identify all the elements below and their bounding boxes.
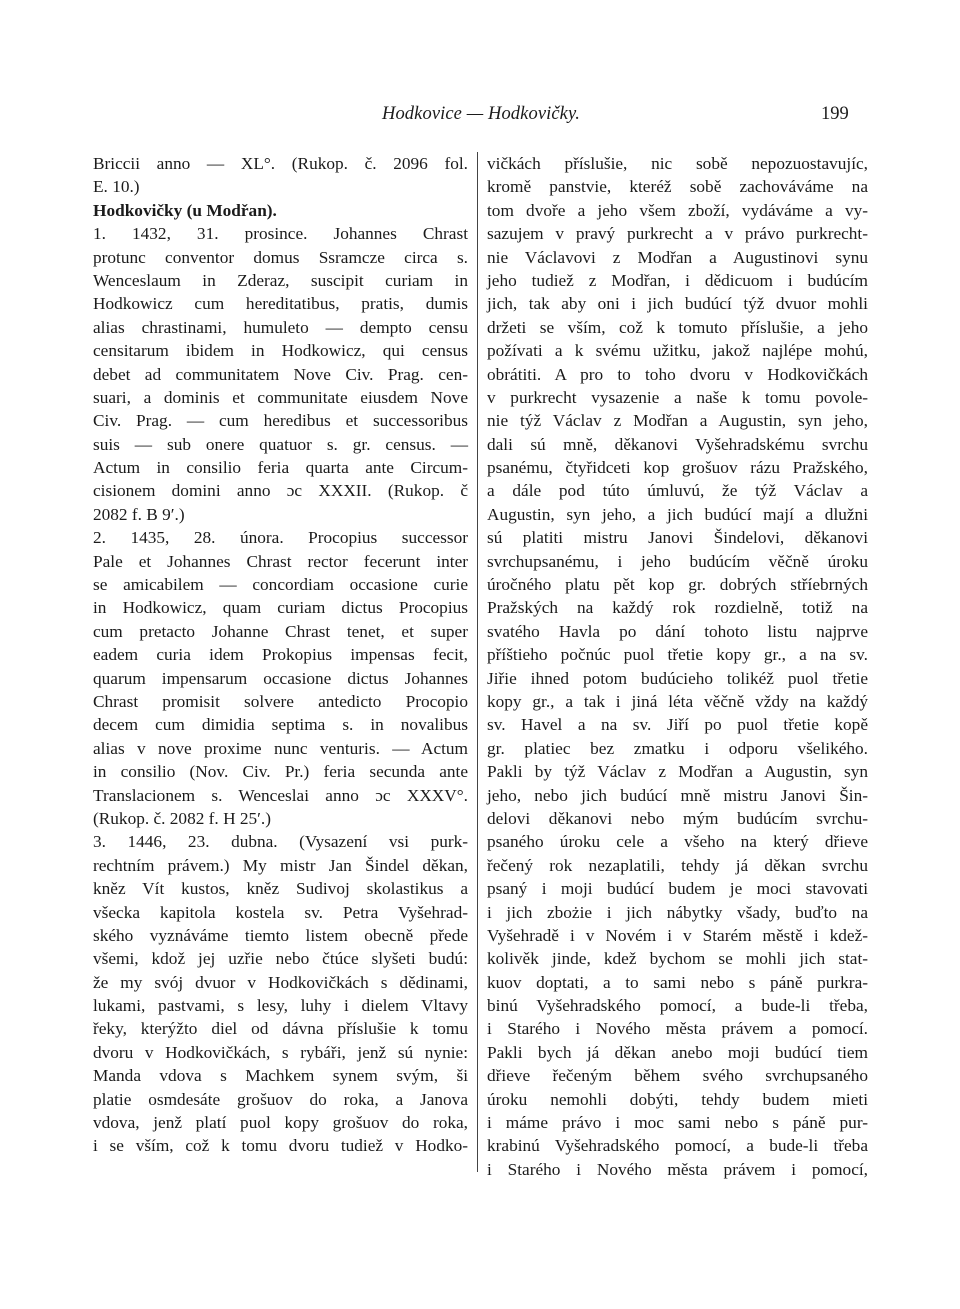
text-line: požívati a k svému užitku, jakož najlépe mohú,	[487, 341, 868, 361]
text-line: i máme právo i moc sami nebo s páně pur-	[487, 1113, 868, 1133]
text-line: vičkách příslušie, nic sobě nepozuostavujíc,	[487, 154, 868, 173]
text-line: Jiřie ihned potom budúcieho tolikéž puol třetie	[487, 668, 868, 688]
text-line: dvoru v Hodkovičkách, s rybáři, jenž sú nynie:	[93, 1042, 468, 1062]
text-line: cum pretacto Johanne Chrast tenet, et super	[93, 621, 468, 641]
text-line: 2. 1435, 28. února. Procopius successor	[93, 528, 468, 548]
text-line: krabinú Vyšehradského pomocí, a bude-li třeba	[487, 1136, 868, 1156]
text-line: i se vším, což k tomu dvoru tudiež v Hodko-	[93, 1136, 468, 1156]
text-line: svatého Havla po dání tohoto listu najprve	[487, 621, 868, 641]
text-line: dali sú mně, děkanovi Vyšehradskému svrchu	[487, 434, 868, 454]
text-line: sazujem v pravý purkrecht a v právo purkrecht-	[487, 224, 868, 244]
text-line: i Starého i Nového města právem i pomocí,	[487, 1159, 868, 1179]
text-line: Augustin, syn jeho, a jich budúcí mají a dlužni	[487, 504, 868, 524]
text-line: psaný i moji budúcí budem je moci stavovati	[487, 879, 868, 899]
text-line: tom dvoře a jeho všem zboží, vydáváme a vy-	[487, 200, 868, 220]
text-line: binú Vyšehradského pomocí, a bude-li třeba,	[487, 996, 868, 1016]
text-line: Pale et Johannes Chrast rector fecerunt inter	[93, 551, 468, 571]
text-line: eadem curia idem Prokopius impensas fecit,	[93, 645, 468, 665]
text-line: svrchupsanému, i jeho budúcím věčně úroku	[487, 551, 868, 571]
text-line: Pakli by týž Václav z Modřan a Augustin, syn	[487, 762, 868, 782]
text-line: jeho tudiež z Modřan, i dědicuom i budúcím	[487, 270, 868, 290]
text-line: kopy gr., a tak i jiná léta věčně vždy na každý	[487, 691, 868, 711]
text-line: Hodkowicz cum hereditatibus, pratis, dumis	[93, 294, 468, 314]
text-line: E. 10.)	[93, 177, 140, 197]
text-line: že my svój dvuor v Hodkovičkách s dědinami,	[93, 972, 468, 992]
text-line: kromě panstvie, kteréž sobě zachováváme na	[487, 177, 868, 197]
text-line: gr. platiec bez zmatku i odporu všelikého.	[487, 738, 868, 758]
text-line: Briccii anno — XL°. (Rukop. č. 2096 fol.	[93, 154, 468, 173]
text-line: vdova, jenž platí puol kopy grošuov do roka,	[93, 1113, 468, 1133]
text-line: (Rukop. č. 2082 f. H 25′.)	[93, 808, 272, 828]
text-line: ského vyznáváme tiemto listem obecně přede	[93, 925, 468, 945]
text-line: sú platiti mistru Janovi Šindelovi, děkanovi	[487, 528, 868, 548]
text-line: quarum impensarum occasione dictus Johannes	[93, 668, 468, 688]
running-header	[0, 104, 960, 132]
text-line: decem cum dimidia septima s. in novalibus	[93, 715, 468, 735]
text-line: kolivěk jinde, kdež bychom se mohli jich stat-	[487, 949, 868, 969]
text-line: 2082 f. B 9′.)	[93, 504, 185, 524]
text-line: Actum in consilio feria quarta ante Circum-	[93, 458, 468, 478]
text-line: a dále pod túto úmluvú, že týž Václav a	[487, 481, 868, 501]
text-line: nie týž Václav z Modřan a Augustin, syn jeho,	[487, 411, 868, 431]
text-line: řečený rok nezaplatili, tehdy já děkan svrchu	[487, 855, 868, 875]
text-line: kněz Vít kustos, kněz Sudivoj skolastikus a	[93, 879, 468, 899]
text-line: řeky, kterýžto diel od dávna příslušie k tomu	[93, 1019, 468, 1039]
section-heading: Hodkovičky (u Modřan).	[93, 200, 277, 220]
text-line: Chrast promisit solvere antedicto Procopio	[93, 691, 468, 711]
text-line: úročného platu pět kop gr. dobrých stříebrných	[487, 575, 868, 595]
text-line: všemi, kdož jej uzřie nebo čtúce slyšeti budú:	[93, 949, 468, 969]
text-line: se amicabilem — concordiam occasione curie	[93, 575, 468, 595]
text-line: in consilio (Nov. Civ. Pr.) feria secunda ante	[93, 762, 468, 782]
text-line: jeho, nebo jich budúcí mně mistru Janovi Šin-	[487, 785, 868, 805]
text-line: kuov doptati, a to sami nebo s páně purkra-	[487, 972, 868, 992]
text-line: 3. 1446, 23. dubna. (Vysazení vsi purk-	[93, 832, 468, 852]
right-column	[487, 152, 868, 1181]
text-line: cisionem domini anno ɔc XXXII. (Rukop. č	[93, 481, 468, 501]
text-line: nie Václavovi z Modřan a Augustinovi synu	[487, 247, 868, 267]
text-line: dřieve řečeným během svého svrchupsaného	[487, 1066, 868, 1086]
text-line: suari, a dominis et communitate eiusdem Nove	[93, 387, 468, 407]
text-line: úroku nemohli dobýti, tehdy budem mieti	[487, 1089, 868, 1109]
text-line: rechtním právem.) My mistr Jan Šindel děkan,	[93, 855, 468, 875]
text-line: alias v nove proxime nunc venturis. — Actum	[93, 738, 468, 758]
text-line: Pražských na každý rok rozdielně, totiž na	[487, 598, 868, 618]
text-line: držeti se vším, což k tomuto příslušie, a jeho	[487, 317, 868, 337]
text-line: jich, tak aby oni i jich budúcí týž dvuor mohli	[487, 294, 868, 314]
text-line: Wenceslaum in Zderaz, suscipit curiam in	[93, 270, 468, 290]
text-line: Pakli bych já děkan anebo moji budúcí tiem	[487, 1042, 868, 1062]
text-line: i jich zbożie i jich nábytky všady, buďto na	[487, 902, 868, 922]
running-title: Hodkovice — Hodkovičky.	[382, 104, 581, 124]
text-line: Civ. Prag. — cum heredibus et successoribus	[93, 411, 468, 431]
text-line: i Starého i Nového města právem a pomocí.	[487, 1019, 868, 1039]
text-line: 1. 1432, 31. prosince. Johannes Chrast	[93, 224, 468, 244]
column-divider	[477, 152, 478, 1172]
text-line: alias chrastinami, humuleto — dempto censu	[93, 317, 468, 337]
text-line: Manda vdova s Machkem synem svým, ši	[93, 1066, 468, 1086]
page-number: 199	[821, 104, 849, 124]
text-line: všecka kapitola kostela sv. Petra Vyšehrad-	[93, 902, 468, 922]
text-line: protunc conventor domus Ssramcze circa s.	[93, 247, 468, 267]
text-line: Vyšehradě i v Novém i v Starém městě i kdež-	[487, 925, 868, 945]
text-line: debet ad communitatem Nove Civ. Prag. cen-	[93, 364, 468, 384]
text-line: delovi děkanovi nebo mým budúcím svrchu-	[487, 808, 868, 828]
text-line: v purkrecht vysazenie a naše k tomu povole-	[487, 387, 868, 407]
text-line: platie osmdesáte grošuov do roka, a Janova	[93, 1089, 468, 1109]
text-line: in Hodkowicz, quam curiam dictus Procopius	[93, 598, 468, 618]
text-line: příštieho počnúc puol třetie kopy gr., a na sv.	[487, 645, 868, 665]
text-line: psaného úroku cele a všeho na který dřieve	[487, 832, 868, 852]
text-line: psanému, čtyřidceti kop grošuov rázu Pražského,	[487, 458, 868, 478]
text-line: sv. Havel a na sv. Jiří po puol třetie kopě	[487, 715, 868, 735]
left-column	[93, 152, 468, 1158]
text-line: Translacionem s. Wenceslai anno ɔc XXXV°.	[93, 785, 468, 805]
text-line: suis — sub onere quatuor s. gr. census. —	[93, 434, 468, 454]
text-line: censitarum ibidem in Hodkowicz, qui census	[93, 341, 468, 361]
text-line: obrátiti. A pro to toho dvoru v Hodkovičkách	[487, 364, 868, 384]
text-line: lukami, pastvami, s lesy, luhy i dielem Vltavy	[93, 996, 468, 1016]
